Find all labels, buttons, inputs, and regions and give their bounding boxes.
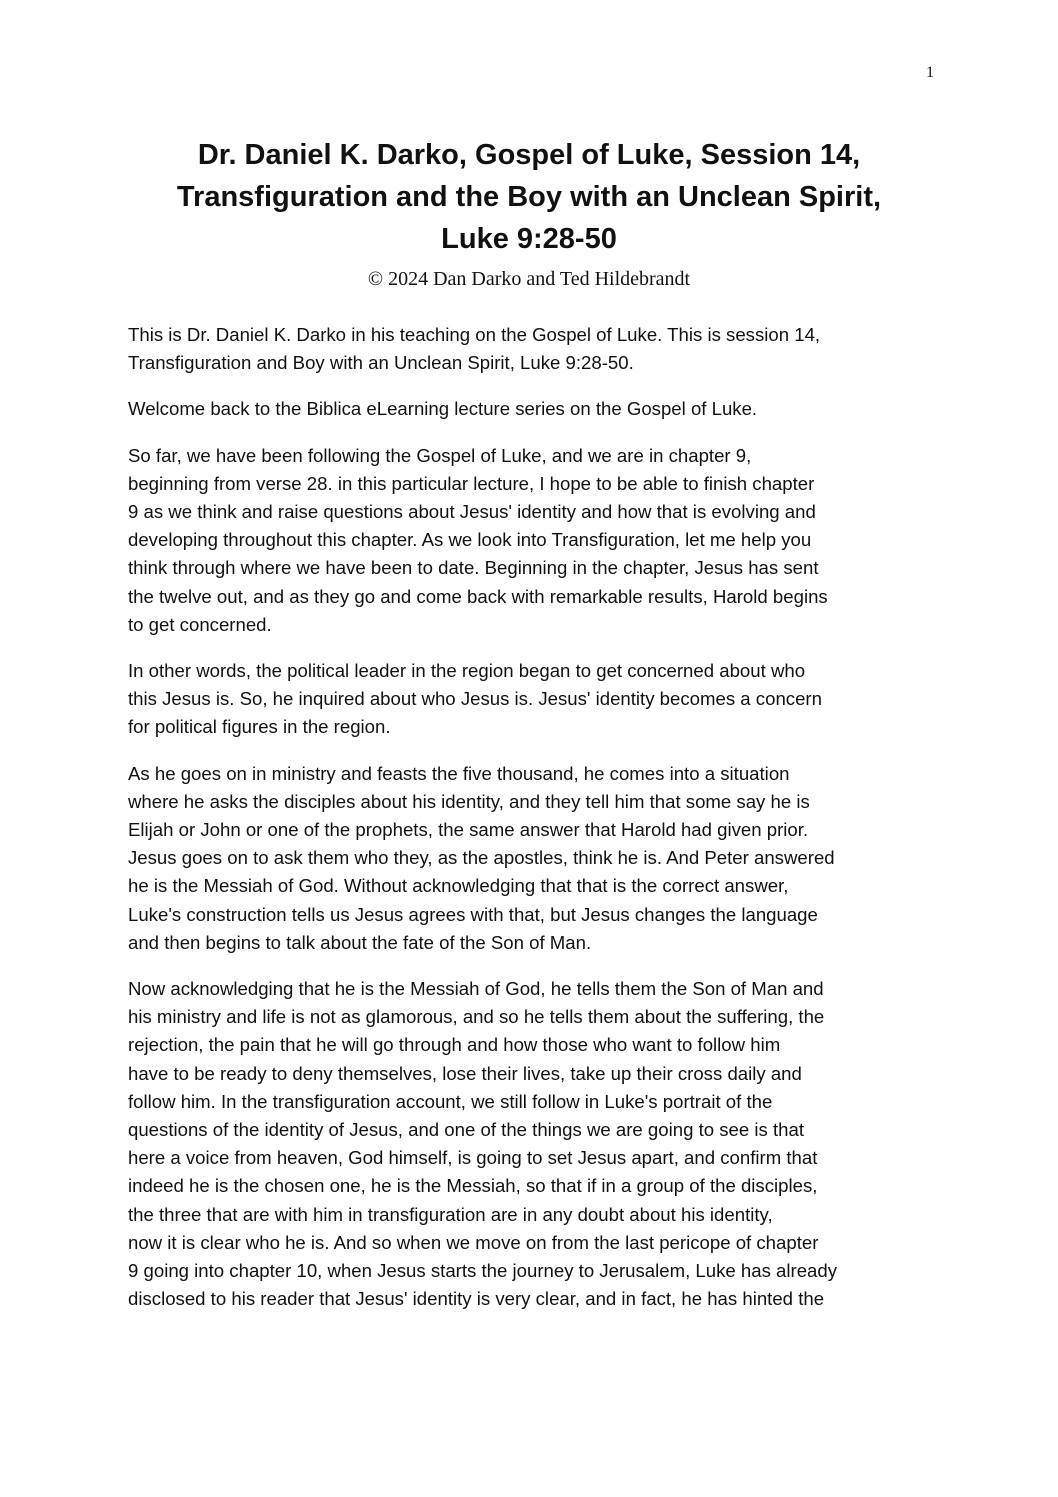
text-line: Luke's construction tells us Jesus agrees with that, but Jesus changes the language [128, 903, 818, 925]
text-line: beginning from verse 28. in this particular lecture, I hope to be able to finish chapter [128, 472, 815, 494]
text-line: disclosed to his reader that Jesus' identity is very clear, and in fact, he has hinted the [128, 1288, 825, 1310]
text-line: 9 going into chapter 10, when Jesus starts the journey to Jerusalem, Luke has already [128, 1260, 838, 1282]
title-line: Dr. Daniel K. Darko, Gospel of Luke, Session 14, [197, 139, 861, 171]
text-line: Welcome back to the Biblica eLearning lecture series on the Gospel of Luke. [128, 398, 758, 420]
text-line: Now acknowledging that he is the Messiah of God, he tells them the Son of Man and [128, 978, 824, 1000]
text-line: the three that are with him in transfiguration are in any doubt about his identity, [128, 1203, 773, 1225]
text-line: think through where we have been to date. Beginning in the chapter, Jesus has sent [128, 557, 819, 579]
text-line: now it is clear who he is. And so when we move on from the last pericope of chapter [128, 1231, 819, 1253]
paragraph-messiah [128, 975, 948, 1313]
text-line: In other words, the political leader in the region began to get concerned about who [128, 660, 806, 682]
text-line: Transfiguration and Boy with an Unclean Spirit, Luke 9:28-50. [128, 352, 634, 374]
page-number: 1 [926, 64, 934, 81]
text-line: indeed he is the chosen one, he is the Messiah, so that if in a group of the disciples, [128, 1175, 818, 1197]
text-line: the twelve out, and as they go and come back with remarkable results, Harold begins [128, 585, 828, 607]
text-line: Jesus goes on to ask them who they, as the apostles, think he is. And Peter answered [128, 847, 835, 869]
text-line: where he asks the disciples about his identity, and they tell him that some say he is [128, 790, 810, 812]
text-line: here a voice from heaven, God himself, is going to set Jesus apart, and confirm that [128, 1147, 818, 1169]
paragraph-ministry [128, 760, 948, 957]
text-line: developing throughout this chapter. As we look into Transfiguration, let me help you [128, 529, 812, 551]
title-line: Transfiguration and the Boy with an Unclean Spirit, [176, 181, 882, 213]
text-line: As he goes on in ministry and feasts the five thousand, he comes into a situation [128, 762, 790, 784]
text-line: and then begins to talk about the fate of the Son of Man. [128, 931, 592, 953]
title-line: Luke 9:28-50 [441, 223, 617, 255]
text-line: have to be ready to deny themselves, lose their lives, take up their cross daily and [128, 1062, 802, 1084]
text-line: questions of the identity of Jesus, and one of the things we are going to see is that [128, 1119, 805, 1141]
text-line: for political figures in the region. [128, 716, 391, 738]
document-body [128, 321, 948, 1332]
paragraph-political-leader [128, 657, 948, 742]
text-line: this Jesus is. So, he inquired about who Jesus is. Jesus' identity becomes a concern [128, 688, 822, 710]
text-line: Elijah or John or one of the prophets, the same answer that Harold had given prior. [128, 819, 809, 841]
text-line: This is Dr. Daniel K. Darko in his teaching on the Gospel of Luke. This is session 14, [128, 324, 821, 345]
document-title [110, 134, 948, 260]
paragraph-welcome [128, 395, 948, 423]
text-line: his ministry and life is not as glamorous, and so he tells them about the suffering, the [128, 1006, 825, 1028]
text-line: 9 as we think and raise questions about Jesus' identity and how that is evolving and [128, 501, 816, 523]
text-line: he is the Messiah of God. Without acknowledging that that is the correct answer, [128, 875, 789, 897]
paragraph-so-far [128, 442, 948, 639]
text-line: rejection, the pain that he will go through and how those who want to follow him [128, 1034, 781, 1056]
text-line: to get concerned. [128, 613, 272, 635]
text-line: So far, we have been following the Gospel of Luke, and we are in chapter 9, [128, 444, 752, 466]
copyright-notice: © 2024 Dan Darko and Ted Hildebrandt [367, 268, 691, 290]
paragraph-intro [128, 321, 948, 377]
text-line: follow him. In the transfiguration account, we still follow in Luke's portrait of the [128, 1090, 773, 1112]
